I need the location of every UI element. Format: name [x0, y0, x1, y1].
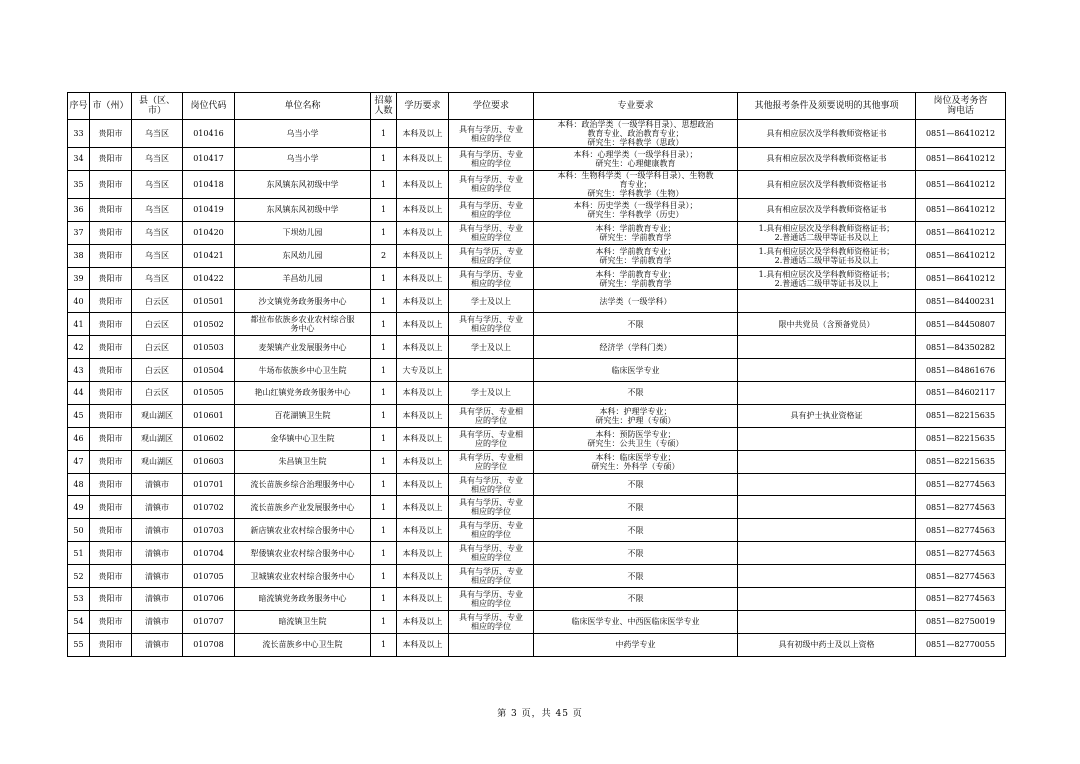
header-cell: 市（州） — [90, 93, 132, 120]
table-cell: 0851—84602117 — [916, 382, 1006, 405]
table-row — [68, 198, 1006, 221]
table-cell: 本科及以上 — [397, 221, 449, 244]
table-cell — [738, 290, 916, 313]
table-cell: 沙文镇党务政务服务中心 — [235, 290, 371, 313]
table-cell: 清镇市 — [132, 610, 183, 633]
table-cell: 本科及以上 — [397, 610, 449, 633]
table-row — [68, 542, 1006, 565]
table-cell: 不限 — [534, 565, 738, 588]
table-cell: 010504 — [183, 359, 235, 382]
table-cell: 具有学历、专业相 应的学位 — [449, 404, 534, 427]
table-cell: 具有与学历、专业 相应的学位 — [449, 519, 534, 542]
table-cell — [738, 359, 916, 382]
table-cell: 贵阳市 — [90, 542, 132, 565]
table-cell: 本科及以上 — [397, 519, 449, 542]
table-cell: 具有与学历、专业 相应的学位 — [449, 313, 534, 336]
header-cell: 招募 人数 — [371, 93, 397, 120]
table-cell: 本科及以上 — [397, 198, 449, 221]
table-cell: 55 — [68, 633, 90, 656]
table-cell: 0851—86410212 — [916, 120, 1006, 148]
table-cell: 0851—82774563 — [916, 565, 1006, 588]
table-cell: 1 — [371, 542, 397, 565]
table-cell: 本科及以上 — [397, 473, 449, 496]
table-cell: 具有护士执业资格证 — [738, 404, 916, 427]
table-cell: 不限 — [534, 313, 738, 336]
table-cell: 清镇市 — [132, 496, 183, 519]
table-cell: 38 — [68, 244, 90, 267]
table-cell: 36 — [68, 198, 90, 221]
table-cell: 39 — [68, 267, 90, 290]
table-cell: 具有与学历、专业 相应的学位 — [449, 496, 534, 519]
table-cell: 1 — [371, 565, 397, 588]
table-cell: 010707 — [183, 610, 235, 633]
table-cell: 本科及以上 — [397, 120, 449, 148]
table-row — [68, 519, 1006, 542]
table-cell: 0851—86410212 — [916, 267, 1006, 290]
table-cell: 百花湖镇卫生院 — [235, 404, 371, 427]
header-cell: 专业要求 — [534, 93, 738, 120]
table-cell: 本科：政治学类（一级学科目录）、思想政治 教育专业、政治教育专业； 研究生：学科教学（思政） — [534, 120, 738, 148]
table-cell: 具有与学历、专业 相应的学位 — [449, 473, 534, 496]
table-cell: 暗流镇党务政务服务中心 — [235, 588, 371, 611]
header-cell: 单位名称 — [235, 93, 371, 120]
table-row — [68, 565, 1006, 588]
table-cell: 本科及以上 — [397, 427, 449, 450]
table-cell: 观山湖区 — [132, 404, 183, 427]
table-cell: 0851—82774563 — [916, 542, 1006, 565]
table-cell: 010420 — [183, 221, 235, 244]
table-cell: 乌当区 — [132, 148, 183, 171]
table-cell: 010705 — [183, 565, 235, 588]
table-row — [68, 496, 1006, 519]
table-cell: 清镇市 — [132, 565, 183, 588]
table-cell: 0851—82770055 — [916, 633, 1006, 656]
table-row — [68, 633, 1006, 656]
table-cell: 40 — [68, 290, 90, 313]
table-cell: 不限 — [534, 588, 738, 611]
table-cell: 不限 — [534, 496, 738, 519]
table-cell: 0851—84400231 — [916, 290, 1006, 313]
table-cell: 010418 — [183, 170, 235, 198]
table-cell: 具有相应层次及学科教师资格证书 — [738, 170, 916, 198]
table-cell: 本科：学前教育专业； 研究生：学前教育学 — [534, 267, 738, 290]
table-cell: 卫城镇农业农村综合服务中心 — [235, 565, 371, 588]
table-cell: 贵阳市 — [90, 519, 132, 542]
table-cell: 乌当区 — [132, 244, 183, 267]
table-cell: 中药学专业 — [534, 633, 738, 656]
table-cell: 本科及以上 — [397, 404, 449, 427]
table-cell: 不限 — [534, 519, 738, 542]
table-cell: 1 — [371, 519, 397, 542]
table-cell — [449, 359, 534, 382]
table-cell: 本科及以上 — [397, 267, 449, 290]
table-cell: 本科：护理学专业； 研究生：护理（专硕） — [534, 404, 738, 427]
table-cell: 010706 — [183, 588, 235, 611]
table-cell: 42 — [68, 336, 90, 359]
table-cell: 具有学历、专业相 应的学位 — [449, 427, 534, 450]
table-cell: 具有与学历、专业 相应的学位 — [449, 148, 534, 171]
table-row — [68, 450, 1006, 473]
table-cell: 流长苗族乡产业发展服务中心 — [235, 496, 371, 519]
table-cell: 不限 — [534, 382, 738, 405]
table-cell: 45 — [68, 404, 90, 427]
table-cell: 010703 — [183, 519, 235, 542]
table-cell: 0851—82215635 — [916, 450, 1006, 473]
table-cell: 贵阳市 — [90, 148, 132, 171]
table-cell: 学士及以上 — [449, 336, 534, 359]
table-cell — [738, 336, 916, 359]
table-cell: 具有与学历、专业 相应的学位 — [449, 198, 534, 221]
header-cell: 序号 — [68, 93, 90, 120]
table-cell: 清镇市 — [132, 542, 183, 565]
header-cell: 其他报考条件及须要说明的其他事项 — [738, 93, 916, 120]
table-cell — [738, 588, 916, 611]
table-cell: 东风镇东风初级中学 — [235, 198, 371, 221]
table-cell: 0851—82774563 — [916, 496, 1006, 519]
table-cell: 53 — [68, 588, 90, 611]
table-cell: 48 — [68, 473, 90, 496]
table-row — [68, 359, 1006, 382]
table-cell: 1 — [371, 120, 397, 148]
table-cell: 51 — [68, 542, 90, 565]
table-row — [68, 404, 1006, 427]
table-cell: 具有学历、专业相 应的学位 — [449, 450, 534, 473]
table-cell: 010602 — [183, 427, 235, 450]
table-cell: 0851—84861676 — [916, 359, 1006, 382]
table-cell — [738, 519, 916, 542]
table-cell: 乌当区 — [132, 221, 183, 244]
table-cell: 本科及以上 — [397, 633, 449, 656]
table-cell: 朱昌镇卫生院 — [235, 450, 371, 473]
table-cell: 限中共党员（含预备党员） — [738, 313, 916, 336]
table-cell: 本科及以上 — [397, 148, 449, 171]
table-cell: 具有与学历、专业 相应的学位 — [449, 267, 534, 290]
table-cell: 1 — [371, 588, 397, 611]
table-cell: 贵阳市 — [90, 404, 132, 427]
header-cell: 岗位及考务咨 询电话 — [916, 93, 1006, 120]
table-cell: 乌当小学 — [235, 148, 371, 171]
table-row — [68, 313, 1006, 336]
table-cell: 0851—84450807 — [916, 313, 1006, 336]
table-row — [68, 382, 1006, 405]
table-cell: 本科及以上 — [397, 382, 449, 405]
table-cell: 49 — [68, 496, 90, 519]
table-cell: 47 — [68, 450, 90, 473]
table-row — [68, 244, 1006, 267]
table-cell: 贵阳市 — [90, 565, 132, 588]
table-cell: 0851—82774563 — [916, 473, 1006, 496]
table-cell: 流长苗族乡综合治理服务中心 — [235, 473, 371, 496]
header-cell: 学历要求 — [397, 93, 449, 120]
table-row — [68, 610, 1006, 633]
table-row — [68, 148, 1006, 171]
table-cell: 本科：学前教育专业； 研究生：学前教育学 — [534, 221, 738, 244]
table-cell: 金华镇中心卫生院 — [235, 427, 371, 450]
table-cell: 1 — [371, 267, 397, 290]
table-cell: 白云区 — [132, 359, 183, 382]
table-cell: 乌当区 — [132, 120, 183, 148]
table-cell: 0851—86410212 — [916, 198, 1006, 221]
table-cell: 羊昌幼儿园 — [235, 267, 371, 290]
table-row — [68, 120, 1006, 148]
table-cell: 贵阳市 — [90, 290, 132, 313]
table-cell: 本科及以上 — [397, 450, 449, 473]
table-cell: 贵阳市 — [90, 170, 132, 198]
table-cell: 清镇市 — [132, 588, 183, 611]
table-cell: 东风镇东风初级中学 — [235, 170, 371, 198]
table-cell: 具有与学历、专业 相应的学位 — [449, 565, 534, 588]
table-cell: 下坝幼儿园 — [235, 221, 371, 244]
table-header-row — [68, 93, 1006, 120]
table-row — [68, 170, 1006, 198]
table-cell: 34 — [68, 148, 90, 171]
table-cell: 都拉布依族乡农业农村综合服 务中心 — [235, 313, 371, 336]
table-cell: 010416 — [183, 120, 235, 148]
table-cell: 50 — [68, 519, 90, 542]
table-cell: 1 — [371, 404, 397, 427]
table-cell: 010601 — [183, 404, 235, 427]
table-cell: 010503 — [183, 336, 235, 359]
table-cell: 本科及以上 — [397, 170, 449, 198]
table-cell: 白云区 — [132, 313, 183, 336]
table-cell: 不限 — [534, 473, 738, 496]
table-cell: 1 — [371, 633, 397, 656]
table-cell: 010505 — [183, 382, 235, 405]
table-cell — [738, 382, 916, 405]
table-cell: 1 — [371, 221, 397, 244]
header-cell: 学位要求 — [449, 93, 534, 120]
table-cell: 观山湖区 — [132, 450, 183, 473]
table-cell: 1 — [371, 198, 397, 221]
table-cell: 010417 — [183, 148, 235, 171]
table-cell: 东风幼儿园 — [235, 244, 371, 267]
table-cell: 乌当小学 — [235, 120, 371, 148]
table-cell: 贵阳市 — [90, 244, 132, 267]
table-cell: 本科及以上 — [397, 542, 449, 565]
table-cell: 010603 — [183, 450, 235, 473]
table-cell: 清镇市 — [132, 473, 183, 496]
table-cell: 1 — [371, 359, 397, 382]
table-cell: 本科及以上 — [397, 290, 449, 313]
header-cell: 岗位代码 — [183, 93, 235, 120]
table-cell: 贵阳市 — [90, 610, 132, 633]
table-body — [68, 120, 1006, 657]
table-cell: 46 — [68, 427, 90, 450]
table-cell: 0851—82774563 — [916, 519, 1006, 542]
table-cell: 010708 — [183, 633, 235, 656]
table-cell: 贵阳市 — [90, 588, 132, 611]
recruitment-table-sheet — [67, 92, 1006, 657]
table-cell: 贵阳市 — [90, 313, 132, 336]
table-cell: 贵阳市 — [90, 633, 132, 656]
table-cell: 010701 — [183, 473, 235, 496]
table-cell: 本科及以上 — [397, 336, 449, 359]
table-row — [68, 473, 1006, 496]
table-cell: 贵阳市 — [90, 450, 132, 473]
table-cell: 1 — [371, 610, 397, 633]
table-cell: 不限 — [534, 542, 738, 565]
table-cell — [738, 450, 916, 473]
table-cell: 具有相应层次及学科教师资格证书 — [738, 198, 916, 221]
table-cell: 本科及以上 — [397, 588, 449, 611]
table-row — [68, 336, 1006, 359]
table-cell: 贵阳市 — [90, 120, 132, 148]
table-cell: 1 — [371, 427, 397, 450]
table-cell: 0851—82215635 — [916, 404, 1006, 427]
table-cell: 1.具有相应层次及学科教师资格证书； 2.普通话二级甲等证书及以上 — [738, 221, 916, 244]
table-cell: 本科及以上 — [397, 313, 449, 336]
recruitment-table — [67, 92, 1006, 657]
table-cell — [449, 633, 534, 656]
table-cell: 本科：临床医学专业； 研究生：外科学（专硕） — [534, 450, 738, 473]
table-cell — [738, 610, 916, 633]
table-cell: 清镇市 — [132, 633, 183, 656]
table-cell: 学士及以上 — [449, 382, 534, 405]
table-cell: 贵阳市 — [90, 267, 132, 290]
table-cell: 0851—86410212 — [916, 148, 1006, 171]
table-row — [68, 290, 1006, 313]
table-cell: 临床医学专业 — [534, 359, 738, 382]
table-cell: 52 — [68, 565, 90, 588]
table-cell: 1 — [371, 473, 397, 496]
table-cell: 43 — [68, 359, 90, 382]
table-cell — [738, 542, 916, 565]
table-cell: 贵阳市 — [90, 427, 132, 450]
table-cell: 1 — [371, 382, 397, 405]
table-cell: 本科：生物科学类（一级学科目录）、生物教 育专业； 研究生：学科教学（生物） — [534, 170, 738, 198]
table-cell: 贵阳市 — [90, 336, 132, 359]
table-cell: 具有与学历、专业 相应的学位 — [449, 610, 534, 633]
table-cell: 010501 — [183, 290, 235, 313]
table-cell: 贵阳市 — [90, 221, 132, 244]
table-cell: 1 — [371, 290, 397, 313]
table-cell: 法学类（一级学科） — [534, 290, 738, 313]
table-cell: 41 — [68, 313, 90, 336]
table-cell: 乌当区 — [132, 198, 183, 221]
table-cell: 010421 — [183, 244, 235, 267]
table-cell: 经济学（学科门类） — [534, 336, 738, 359]
table-cell: 0851—86410212 — [916, 221, 1006, 244]
table-cell: 2 — [371, 244, 397, 267]
table-cell: 0851—86410212 — [916, 170, 1006, 198]
table-cell: 具有与学历、专业 相应的学位 — [449, 170, 534, 198]
table-cell: 本科及以上 — [397, 244, 449, 267]
table-cell: 1.具有相应层次及学科教师资格证书； 2.普通话二级甲等证书及以上 — [738, 267, 916, 290]
table-cell: 本科及以上 — [397, 496, 449, 519]
table-cell: 牛场布依族乡中心卫生院 — [235, 359, 371, 382]
table-cell: 具有与学历、专业 相应的学位 — [449, 588, 534, 611]
table-cell: 具有与学历、专业 相应的学位 — [449, 244, 534, 267]
table-cell: 流长苗族乡中心卫生院 — [235, 633, 371, 656]
page-footer: 第 3 页，共 45 页 — [497, 709, 583, 719]
table-row — [68, 267, 1006, 290]
table-cell: 010419 — [183, 198, 235, 221]
table-cell: 1 — [371, 336, 397, 359]
table-cell: 33 — [68, 120, 90, 148]
table-cell: 1.具有相应层次及学科教师资格证书； 2.普通话二级甲等证书及以上 — [738, 244, 916, 267]
table-cell: 学士及以上 — [449, 290, 534, 313]
table-cell: 麦架镇产业发展服务中心 — [235, 336, 371, 359]
table-cell: 本科：学前教育专业； 研究生：学前教育学 — [534, 244, 738, 267]
table-cell: 白云区 — [132, 382, 183, 405]
table-cell: 本科及以上 — [397, 565, 449, 588]
table-row — [68, 221, 1006, 244]
table-cell: 贵阳市 — [90, 473, 132, 496]
table-cell — [738, 427, 916, 450]
table-cell: 本科：历史学类（一级学科目录）； 研究生：学科教学（历史） — [534, 198, 738, 221]
table-cell: 1 — [371, 450, 397, 473]
table-cell: 乌当区 — [132, 170, 183, 198]
table-cell: 本科：预防医学专业； 研究生：公共卫生（专硕） — [534, 427, 738, 450]
table-cell: 清镇市 — [132, 519, 183, 542]
table-cell: 44 — [68, 382, 90, 405]
table-cell: 新店镇农业农村综合服务中心 — [235, 519, 371, 542]
table-cell: 贵阳市 — [90, 198, 132, 221]
table-cell: 37 — [68, 221, 90, 244]
table-cell: 具有初级中药士及以上资格 — [738, 633, 916, 656]
table-cell: 54 — [68, 610, 90, 633]
table-cell: 010702 — [183, 496, 235, 519]
table-cell: 贵阳市 — [90, 359, 132, 382]
table-cell: 白云区 — [132, 336, 183, 359]
table-cell: 1 — [371, 170, 397, 198]
table-cell: 本科：心理学类（一级学科目录）； 研究生：心理健康教育 — [534, 148, 738, 171]
table-cell: 贵阳市 — [90, 496, 132, 519]
table-row — [68, 588, 1006, 611]
table-row — [68, 427, 1006, 450]
header-cell: 县（区、 市） — [132, 93, 183, 120]
table-cell: 010422 — [183, 267, 235, 290]
table-cell: 1 — [371, 148, 397, 171]
table-cell: 具有相应层次及学科教师资格证书 — [738, 120, 916, 148]
table-cell — [738, 473, 916, 496]
table-cell: 乌当区 — [132, 267, 183, 290]
table-cell: 0851—84350282 — [916, 336, 1006, 359]
table-cell: 具有相应层次及学科教师资格证书 — [738, 148, 916, 171]
table-cell: 贵阳市 — [90, 382, 132, 405]
table-cell: 010704 — [183, 542, 235, 565]
table-cell: 观山湖区 — [132, 427, 183, 450]
table-cell: 0851—82774563 — [916, 588, 1006, 611]
table-cell: 艳山红镇党务政务服务中心 — [235, 382, 371, 405]
table-cell: 0851—86410212 — [916, 244, 1006, 267]
table-cell: 犁倭镇农业农村综合服务中心 — [235, 542, 371, 565]
table-cell: 临床医学专业、中西医临床医学专业 — [534, 610, 738, 633]
table-cell: 0851—82215635 — [916, 427, 1006, 450]
table-cell: 具有与学历、专业 相应的学位 — [449, 221, 534, 244]
table-cell — [738, 565, 916, 588]
table-cell: 具有与学历、专业 相应的学位 — [449, 120, 534, 148]
table-cell: 1 — [371, 313, 397, 336]
table-cell: 1 — [371, 496, 397, 519]
table-cell: 暗流镇卫生院 — [235, 610, 371, 633]
table-cell: 010502 — [183, 313, 235, 336]
table-cell: 具有与学历、专业 相应的学位 — [449, 542, 534, 565]
table-cell: 白云区 — [132, 290, 183, 313]
table-cell: 大专及以上 — [397, 359, 449, 382]
table-cell — [738, 496, 916, 519]
table-cell: 0851—82750019 — [916, 610, 1006, 633]
table-cell: 35 — [68, 170, 90, 198]
